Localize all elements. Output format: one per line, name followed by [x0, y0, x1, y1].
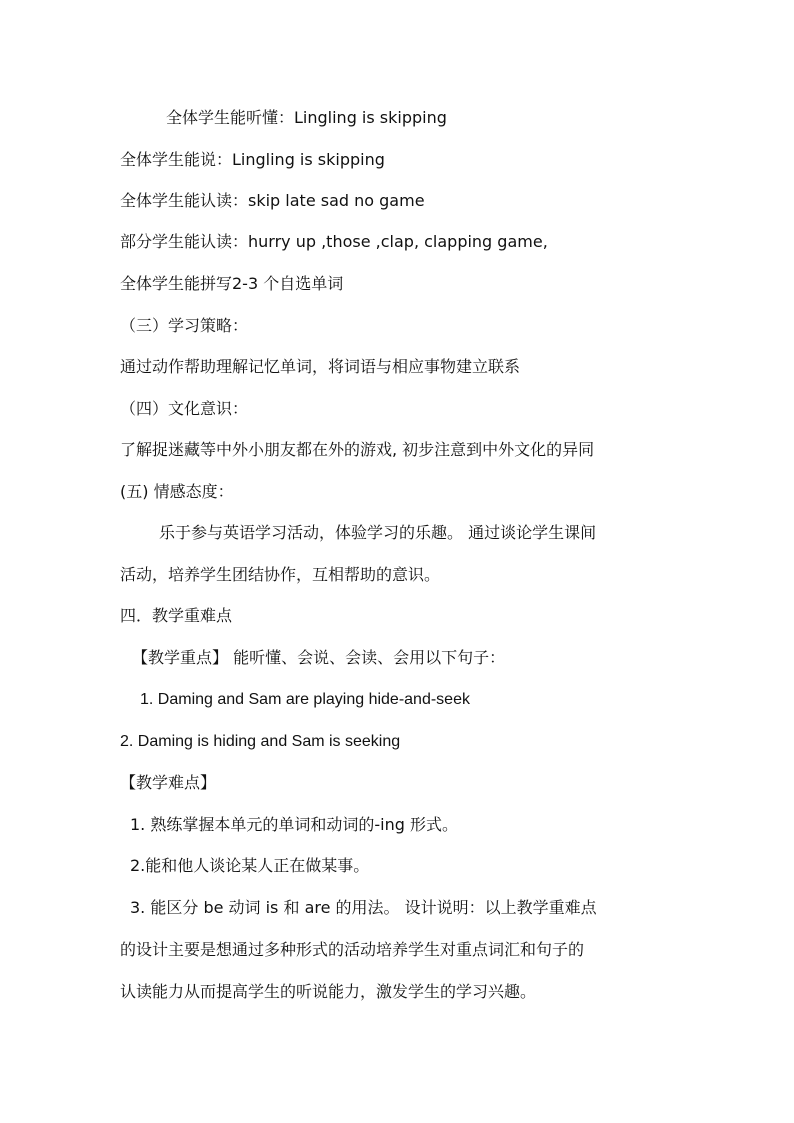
objective-spell: 全体学生能拼写2-3 个自选单词: [120, 274, 344, 293]
key-point-heading: 【教学重点】 能听懂、会说、会读、会用以下句子：: [132, 648, 506, 667]
design-note-line-1: 的设计主要是想通过多种形式的活动培养学生对重点词汇和句子的: [120, 940, 585, 959]
learning-strategy-text: 通过动作帮助理解记忆单词，将词语与相应事物建立联系: [120, 357, 521, 376]
attitude-text-line-2: 活动，培养学生团结协作，互相帮助的意识。: [120, 565, 441, 584]
difficult-point-3: 3. 能区分 be 动词 is 和 are 的用法。 设计说明：以上教学重难点: [130, 898, 597, 917]
difficult-point-1: 1. 熟练掌握本单元的单词和动词的-ing 形式。: [130, 815, 458, 834]
section-attitude-heading: (五) 情感态度：: [120, 482, 234, 501]
section-culture-heading: （四）文化意识：: [120, 399, 249, 418]
key-sentence-2: 2. Daming is hiding and Sam is seeking: [120, 733, 401, 750]
design-note-line-2: 认读能力从而提高学生的听说能力，激发学生的学习兴趣。: [120, 982, 537, 1001]
objective-read-some: 部分学生能认读：hurry up ,those ,clap, clapping game,: [120, 232, 548, 251]
objective-read-all: 全体学生能认读：skip late sad no game: [120, 191, 425, 210]
difficult-point-heading: 【教学难点】: [120, 773, 217, 792]
objective-listen: 全体学生能听懂：Lingling is skipping: [166, 108, 447, 127]
section-key-points-heading: 四．教学重难点: [120, 606, 233, 625]
objective-speak: 全体学生能说：Lingling is skipping: [120, 150, 385, 169]
key-sentence-1: 1. Daming and Sam are playing hide-and-seek: [140, 691, 470, 708]
difficult-point-2: 2.能和他人谈论某人正在做某事。: [130, 856, 370, 875]
culture-text: 了解捉迷藏等中外小朋友都在外的游戏, 初步注意到中外文化的异同: [120, 440, 595, 459]
section-learning-strategy-heading: （三）学习策略：: [120, 316, 249, 335]
attitude-text-line-1: 乐于参与英语学习活动，体验学习的乐趣。 通过谈论学生课间: [159, 523, 597, 542]
